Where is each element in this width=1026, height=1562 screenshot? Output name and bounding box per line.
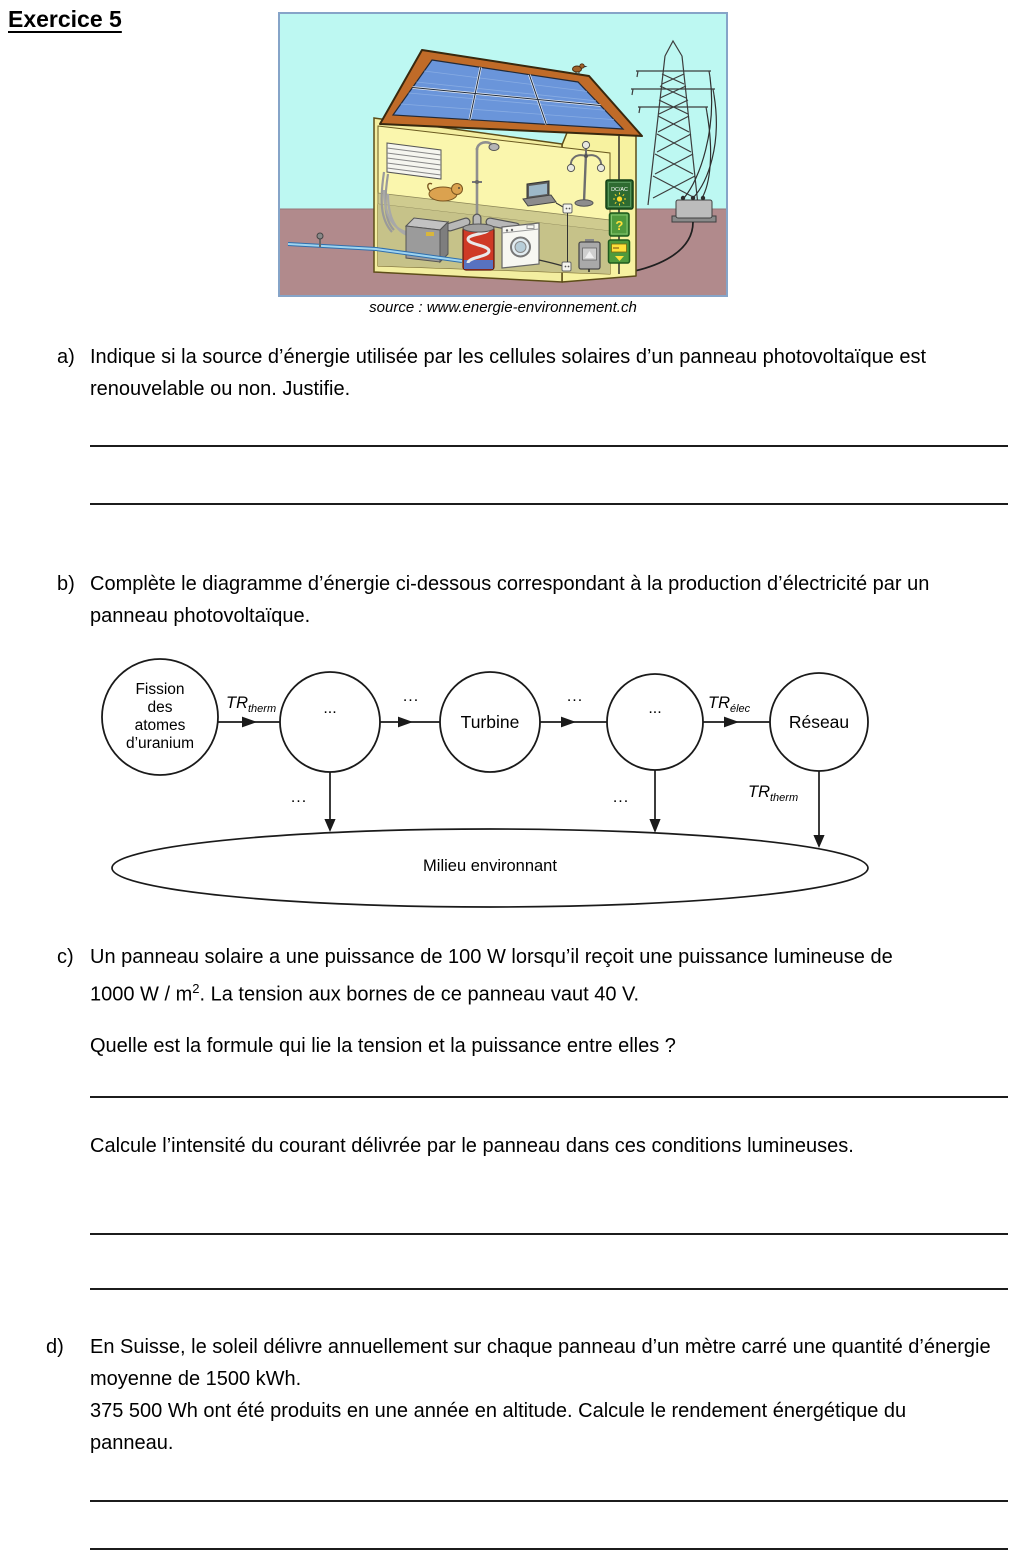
- question-c-sub1: Quelle est la formule qui lie la tension et la puissance entre elles ?: [90, 1035, 676, 1057]
- environment-label: Milieu environnant: [423, 857, 557, 875]
- answer-line-c-2: [90, 1233, 1008, 1235]
- node-fission-label: Fission des atomes d’uranium: [125, 681, 195, 752]
- question-d-sentence2: 375 500 Wh ont été produits en une année en altitude. Calcule le rendement énergétique du panneau.: [90, 1400, 907, 1454]
- transformer-box: [672, 196, 716, 222]
- question-c-sub2: Calcule l’intensité du courant délivrée par le panneau dans ces conditions lumineuses.: [90, 1135, 854, 1157]
- node-blank-1-label: ...: [323, 700, 337, 717]
- node-blank-1-circle: [280, 672, 380, 772]
- question-d-label: d): [46, 1336, 64, 1358]
- question-c: [57, 941, 940, 1011]
- question-b-label: b): [57, 573, 75, 595]
- label-tr-elec: [708, 693, 750, 719]
- question-a-label: a): [57, 346, 75, 368]
- inverter-label: DC/AC: [611, 187, 628, 193]
- answer-line-d-1: [90, 1500, 1008, 1502]
- label-tr-therm-out: [748, 782, 798, 808]
- question-b: [57, 568, 990, 632]
- tr-sub: therm: [248, 703, 277, 715]
- node-blank-2-label: ...: [648, 700, 662, 717]
- house-illustration-svg: [280, 14, 726, 295]
- question-d-sentence1: En Suisse, le soleil délivre annuellement sur chaque panneau d’un mètre carré une quantité d’énergie moyenne de 1500 kWh.: [90, 1336, 991, 1390]
- label-dots-down-2: ...: [612, 789, 630, 806]
- answer-line-c-3: [90, 1288, 1008, 1290]
- water-heater: [463, 224, 494, 270]
- node-reseau-label: Réseau: [788, 712, 850, 732]
- tr-sub: élec: [730, 703, 751, 715]
- sun-icon: [617, 196, 622, 201]
- label-tr-therm-in: [226, 693, 276, 719]
- question-d: [46, 1331, 1010, 1459]
- electric-meter: [579, 239, 600, 272]
- question-a-text: Indique si la source d’énergie utilisée par les cellules solaires d’un panneau photovoltaïque est renouvelable ou non. Justifie.: [90, 346, 927, 400]
- question-b-text: Complète le diagramme d’énergie ci-dessous correspondant à la production d’électricité par un panneau photovoltaïque.: [90, 573, 930, 627]
- question-c-sup: 2: [192, 981, 200, 996]
- question-c-text: [90, 941, 940, 1011]
- label-dots-down-1: ...: [290, 789, 308, 806]
- valve: [317, 233, 323, 239]
- tr-sub: therm: [770, 792, 799, 804]
- question-a: [57, 341, 940, 405]
- node-blank-2-circle: [607, 674, 703, 770]
- answer-line-d-2: [90, 1548, 1008, 1550]
- label-dots-mid-1: ...: [402, 688, 420, 705]
- tr-base: TR: [226, 694, 248, 712]
- energy-diagram: [0, 655, 1026, 920]
- question-c-label: c): [57, 946, 74, 968]
- tr-base: TR: [748, 783, 770, 801]
- answer-line-c-1: [90, 1096, 1008, 1098]
- tr-base: TR: [708, 694, 730, 712]
- house-illustration: [278, 12, 728, 297]
- question-d-text: [90, 1331, 1010, 1459]
- question-box-label: ?: [615, 218, 624, 233]
- figure-caption: source : www.energie-environnement.ch: [369, 299, 637, 316]
- label-dots-mid-2: ...: [566, 688, 584, 705]
- exercise-title: Exercice 5: [8, 6, 122, 32]
- question-c-part1: Un panneau solaire a une puissance de 100 W lorsqu’il reçoit une puissance lumineuse de 1000 W / m: [90, 946, 893, 1006]
- answer-line-a-2: [90, 503, 1008, 505]
- question-c-part2: . La tension aux bornes de ce panneau vaut 40 V.: [199, 983, 640, 1006]
- node-turbine-label: Turbine: [460, 712, 520, 732]
- answer-line-a-1: [90, 445, 1008, 447]
